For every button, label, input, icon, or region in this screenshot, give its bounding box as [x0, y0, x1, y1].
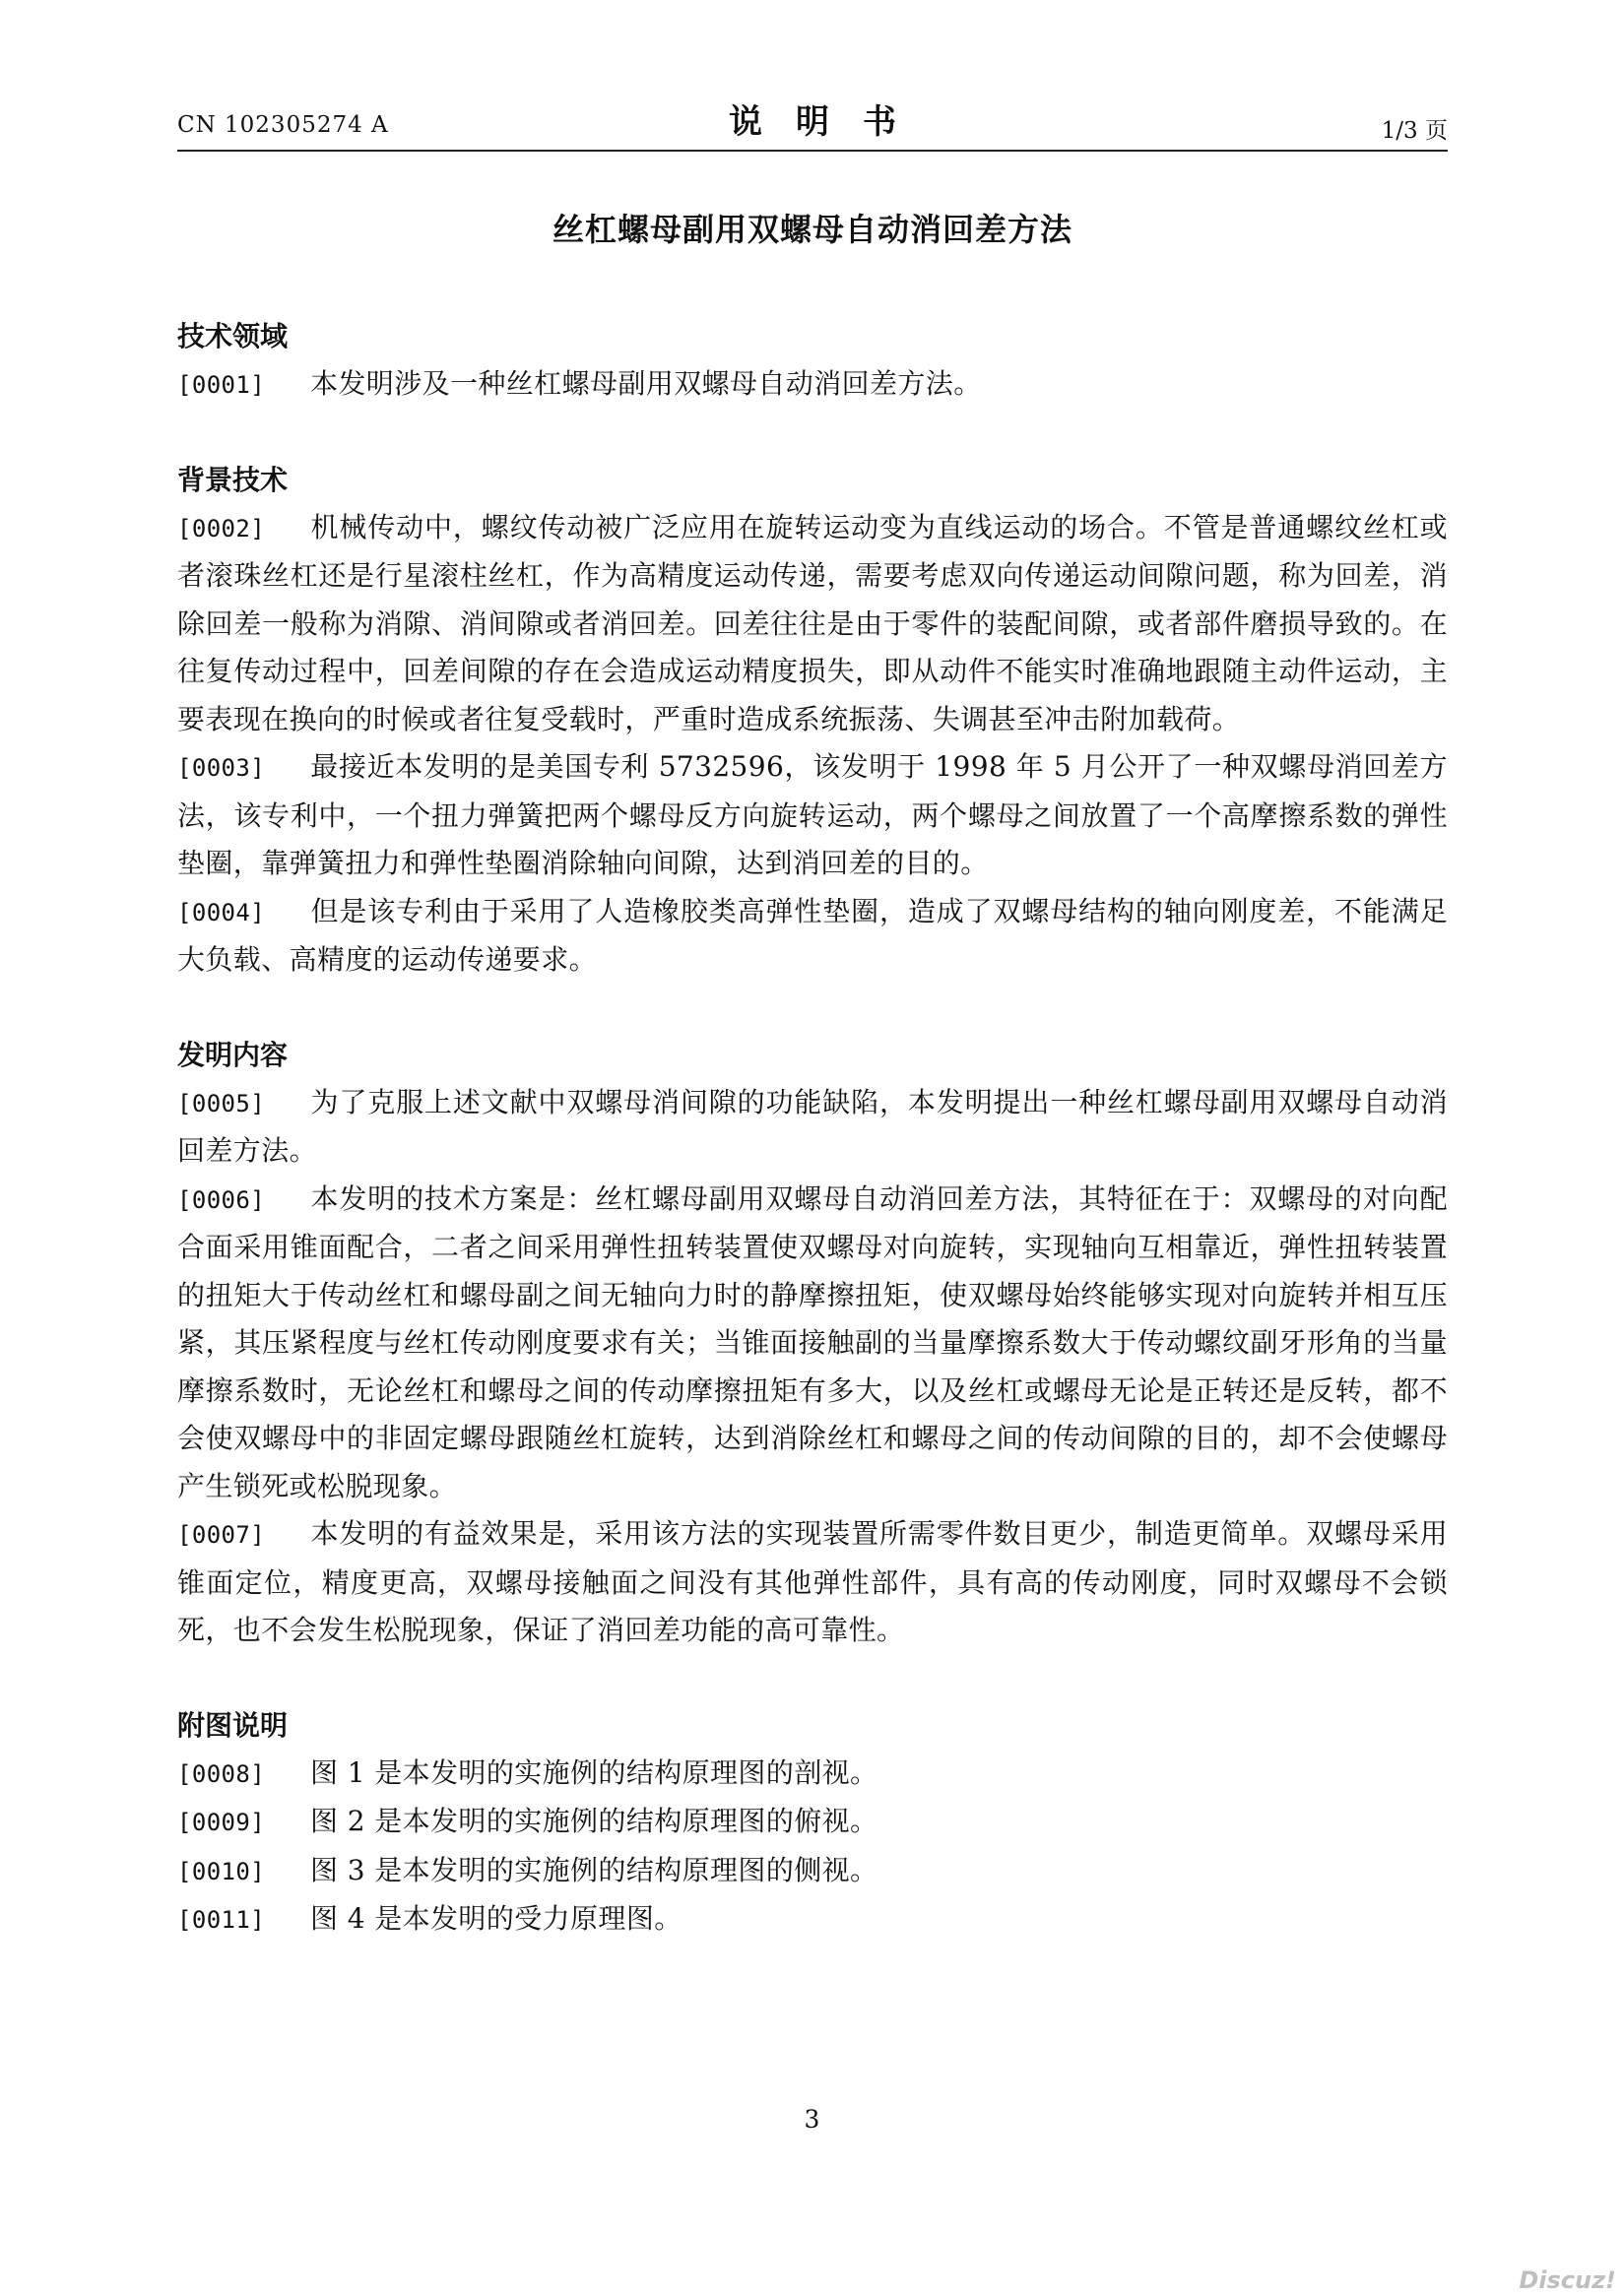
watermark: Discuz!: [1519, 2266, 1616, 2294]
paragraph: [177, 1079, 1448, 1176]
paragraph-text: 图 4 是本发明的受力原理图。: [310, 1902, 682, 1935]
paragraph-text: 最接近本发明的是美国专利 5732596，该发明于 1998 年 5 月公开了一种双螺母消回差方法，该专利中，一个扭力弹簧把两个螺母反方向旋转运动，两个螺母之间放置了一个高摩擦系数的弹性垫圈，靠弹簧扭力和弹性垫圈消除轴向间隙，达到消回差的目的。: [177, 750, 1448, 879]
paragraph: [177, 360, 1448, 410]
paragraph-number: [0011]: [177, 1906, 266, 1934]
paragraph-number: [0002]: [177, 514, 266, 542]
paragraph-number: [0009]: [177, 1809, 266, 1836]
section-background: [177, 457, 1448, 985]
paragraph-number: [0006]: [177, 1185, 266, 1214]
paragraph: [177, 1847, 1448, 1896]
document-title: 丝杠螺母副用双螺母自动消回差方法: [552, 211, 1072, 248]
section-heading: 背景技术: [177, 463, 289, 496]
page-header: [177, 91, 1448, 150]
paragraph-number: [0001]: [177, 371, 266, 399]
section-heading: 发明内容: [177, 1038, 289, 1071]
paragraph-number: [0003]: [177, 754, 266, 782]
paragraph: [177, 1750, 1448, 1799]
document-type-heading: 说明书: [729, 102, 930, 142]
document-body: [177, 313, 1448, 1992]
paragraph-number: [0010]: [177, 1857, 266, 1885]
paragraph: [177, 504, 1448, 744]
paragraph-text: 为了克服上述文献中双螺母消间隙的功能缺陷，本发明提出一种丝杠螺母副用双螺母自动消回差方法。: [177, 1085, 1448, 1167]
paragraph-text: 图 3 是本发明的实施例的结构原理图的侧视。: [310, 1853, 878, 1886]
paragraph: [177, 743, 1448, 888]
paragraph-number: [0005]: [177, 1089, 266, 1117]
paragraph: [177, 1510, 1448, 1655]
paragraph-number: [0007]: [177, 1521, 266, 1549]
paragraph-text: 图 2 是本发明的实施例的结构原理图的俯视。: [310, 1805, 878, 1837]
section-drawings: [177, 1702, 1448, 1945]
paragraph-text: 图 1 是本发明的实施例的结构原理图的剖视。: [310, 1755, 878, 1789]
section-heading: 技术领域: [177, 320, 289, 352]
paragraph: [177, 1798, 1448, 1847]
patent-number: CN 102305274 A: [177, 112, 389, 138]
section-technical-field: [177, 313, 1448, 410]
paragraph-text: 本发明涉及一种丝杠螺母副用双螺母自动消回差方法。: [310, 367, 982, 400]
paragraph: [177, 1895, 1448, 1945]
paragraph: [177, 888, 1448, 985]
paragraph-text: 但是该专利由于采用了人造橡胶类高弹性垫圈，造成了双螺母结构的轴向刚度差，不能满足大负载、高精度的运动传递要求。: [177, 894, 1448, 976]
section-heading: 附图说明: [177, 1708, 289, 1742]
paragraph: [177, 1176, 1448, 1511]
page-number: 3: [804, 2105, 820, 2134]
paragraph-text: 本发明的技术方案是：丝杠螺母副用双螺母自动消回差方法，其特征在于：双螺母的对向配合面采用锥面配合，二者之间采用弹性扭转装置使双螺母对向旋转，实现轴向互相靠近，弹性扭转装置的扭矩大于传动丝杠和螺母副之间无轴向力时的静摩擦扭矩，使双螺母始终能够实现对向旋转并相互压紧，其压紧程度与丝杠传动刚度要求有关；当锥面接触副的当量摩擦系数大于传动螺纹副牙形角的当量摩擦系数时，无论丝杠和螺母之间的传动摩擦扭矩有多大，以及丝杠或螺母无论是正转还是反转，都不会使双螺母中的非固定螺母跟随丝杠旋转，达到消除丝杠和螺母之间的传动间隙的目的，却不会使螺母产生锁死或松脱现象。: [177, 1181, 1448, 1502]
page-indicator: 1/3 页: [1381, 118, 1448, 144]
paragraph-number: [0004]: [177, 898, 266, 926]
paragraph-number: [0008]: [177, 1759, 266, 1788]
paragraph-text: 机械传动中，螺纹传动被广泛应用在旋转运动变为直线运动的场合。不管是普通螺纹丝杠或者滚珠丝杠还是行星滚柱丝杠，作为高精度运动传递，需要考虑双向传递运动间隙问题，称为回差，消除回差一般称为消隙、消间隙或者消回差。回差往往是由于零件的装配间隙，或者部件磨损导致的。在往复传动过程中，回差间隙的存在会造成运动精度损失，即从动件不能实时准确地跟随主动件运动，主要表现在换向的时候或者往复受载时，严重时造成系统振荡、失调甚至冲击附加载荷。: [177, 510, 1448, 735]
section-summary: [177, 1032, 1448, 1655]
header-divider: [177, 150, 1448, 152]
paragraph-text: 本发明的有益效果是，采用该方法的实现装置所需零件数目更少，制造更简单。双螺母采用锥面定位，精度更高，双螺母接触面之间没有其他弹性部件，具有高的传动刚度，同时双螺母不会锁死，也不会发生松脱现象，保证了消回差功能的高可靠性。: [177, 1517, 1448, 1646]
